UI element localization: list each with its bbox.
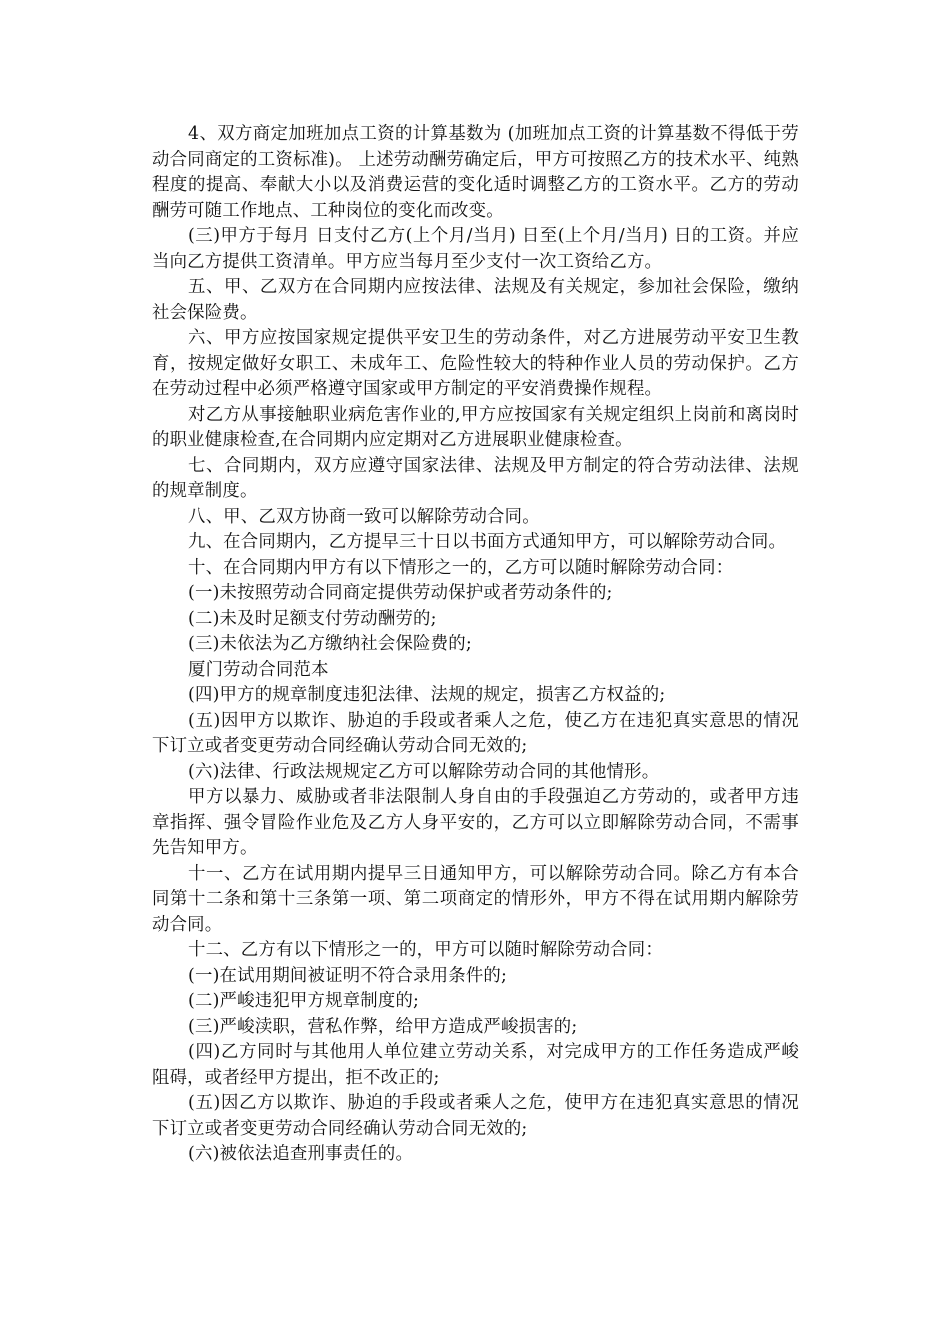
paragraph-immediate-termination: 甲方以暴力、威胁或者非法限制人身自由的手段强迫乙方劳动的，或者甲方违章指挥、强令冒险作业危及乙方人身平安的，乙方可以立即解除劳动合同，不需事先告知甲方。 bbox=[152, 787, 799, 858]
paragraph-clause-12: 十二、乙方有以下情形之一的，甲方可以随时解除劳动合同： bbox=[188, 940, 663, 960]
paragraph-payday: (三)甲方于每月 日支付乙方(上个月/当月) 日至(上个月/当月) 日的工资。并应当向乙方提供工资清单。甲方应当每月至少支付一次工资给乙方。 bbox=[152, 226, 799, 272]
list-item-10-4: (四)甲方的规章制度违犯法律、法规的规定，损害乙方权益的; bbox=[188, 685, 666, 705]
list-item-12-5: (五)因乙方以欺诈、胁迫的手段或者乘人之危，使甲方在违犯真实意思的情况下订立或者变更劳动合同经确认劳动合同无效的; bbox=[152, 1093, 799, 1139]
list-item-10-3: (三)未依法为乙方缴纳社会保险费的; bbox=[188, 634, 472, 654]
list-item-10-1: (一)未按照劳动合同商定提供劳动保护或者劳动条件的; bbox=[188, 583, 613, 603]
paragraph-health-check: 对乙方从事接触职业病危害作业的,甲方应按国家有关规定组织上岗前和离岗时的职业健康检查,在合同期内应定期对乙方进展职业健康检查。 bbox=[152, 404, 799, 450]
paragraph-clause-6: 六、甲方应按国家规定提供平安卫生的劳动条件，对乙方进展劳动平安卫生教育，按规定做好女职工、未成年工、危险性较大的特种作业人员的劳动保护。乙方在劳动过程中必须严格遵守国家或甲方制定的平安消费操作规程。 bbox=[152, 328, 799, 399]
paragraph-clause-9: 九、在合同期内，乙方提早三十日以书面方式通知甲方，可以解除劳动合同。 bbox=[188, 532, 787, 552]
list-item-12-2: (二)严峻违犯甲方规章制度的; bbox=[188, 991, 420, 1011]
inline-heading: 厦门劳动合同范本 bbox=[188, 659, 329, 680]
list-item-12-1: (一)在试用期间被证明不符合录用条件的; bbox=[188, 965, 508, 986]
paragraph-clause-7: 七、合同期内，双方应遵守国家法律、法规及甲方制定的符合劳动法律、法规的规章制度。 bbox=[152, 455, 799, 501]
list-item-10-2: (二)未及时足额支付劳动酬劳的; bbox=[188, 608, 437, 629]
list-item-12-3: (三)严峻渎职，营私作弊，给甲方造成严峻损害的; bbox=[188, 1016, 578, 1037]
document-body bbox=[152, 122, 799, 1168]
list-item-12-4: (四)乙方同时与其他用人单位建立劳动关系，对完成甲方的工作任务造成严峻阻碍，或者经甲方提出，拒不改正的; bbox=[152, 1042, 799, 1088]
list-item-10-6: (六)法律、行政法规规定乙方可以解除劳动合同的其他情形。 bbox=[188, 761, 660, 782]
paragraph-overtime-wage-base: 4、双方商定加班加点工资的计算基数为 (加班加点工资的计算基数不得低于劳动合同商定的工资标准)。 上述劳动酬劳确定后，甲方可按照乙方的技术水平、纯熟程度的提高、奉献大小以及消费运营的变化适时调整乙方的工资水平。乙方的劳动酬劳可随工作地点、工种岗位的变化而改变。 bbox=[152, 124, 799, 221]
paragraph-clause-10: 十、在合同期内甲方有以下情形之一的，乙方可以随时解除劳动合同： bbox=[188, 557, 734, 578]
paragraph-clause-8: 八、甲、乙双方协商一致可以解除劳动合同。 bbox=[188, 506, 540, 527]
paragraph-clause-5: 五、甲、乙双方在合同期内应按法律、法规及有关规定，参加社会保险，缴纳社会保险费。 bbox=[152, 277, 799, 323]
paragraph-clause-11: 十一、乙方在试用期内提早三日通知甲方，可以解除劳动合同。除乙方有本合同第十二条和第十三条第一项、第二项商定的情形外，甲方不得在试用期内解除劳动合同。 bbox=[152, 863, 799, 935]
list-item-10-5: (五)因甲方以欺诈、胁迫的手段或者乘人之危，使乙方在违犯真实意思的情况下订立或者变更劳动合同经确认劳动合同无效的; bbox=[152, 710, 799, 756]
list-item-12-6: (六)被依法追查刑事责任的。 bbox=[188, 1144, 414, 1164]
